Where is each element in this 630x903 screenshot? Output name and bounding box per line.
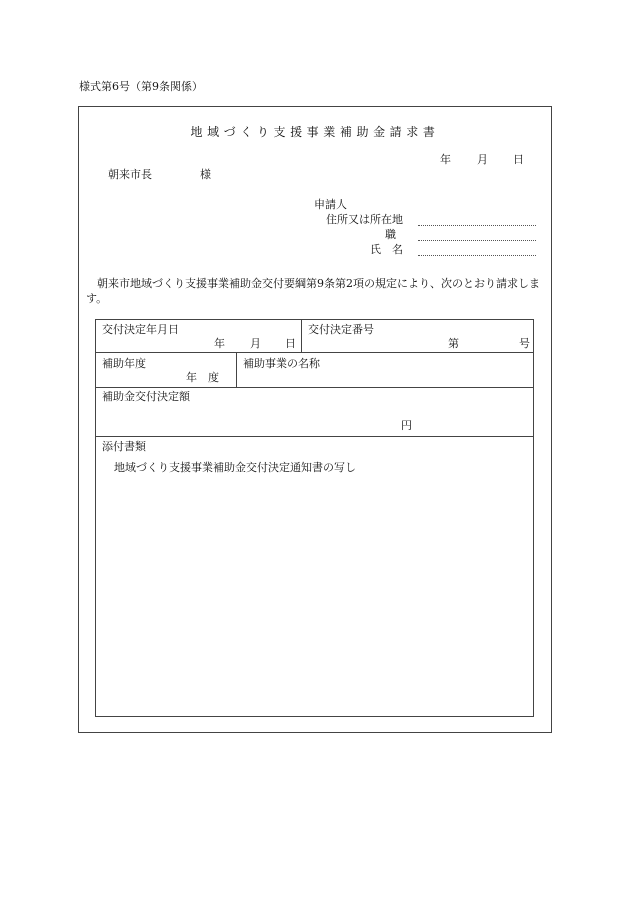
decision-number-label: 交付決定番号 xyxy=(308,323,374,336)
decision-number-prefix[interactable]: 第 xyxy=(448,337,459,350)
date-month: 月 xyxy=(477,153,488,166)
row-divider-3 xyxy=(96,436,533,437)
col-divider-row2 xyxy=(236,352,237,387)
form-number: 様式第6号（第9条関係） xyxy=(79,80,203,93)
amount-label: 補助金交付決定額 xyxy=(102,390,190,403)
address-dotted-line[interactable] xyxy=(418,225,536,226)
request-statement-text: 朝来市地域づくり支援事業補助金交付要綱第9条第2項の規定により、次のとおり請求します。 xyxy=(86,277,540,305)
project-name-label: 補助事業の名称 xyxy=(243,357,320,370)
request-statement xyxy=(86,276,552,306)
attachments-label: 添付書類 xyxy=(102,440,146,453)
addressee-honorific: 様 xyxy=(200,168,211,181)
amount-unit[interactable]: 円 xyxy=(401,419,412,432)
row-divider-2 xyxy=(96,387,533,388)
date-year: 年 xyxy=(440,153,451,166)
position-dotted-line[interactable] xyxy=(418,240,536,241)
applicant-position-label: 職 xyxy=(385,228,396,241)
addressee-name: 朝来市長 xyxy=(108,168,152,181)
col-divider-row1 xyxy=(301,320,302,352)
decision-number-suffix[interactable]: 号 xyxy=(519,337,530,350)
applicant-name-label: 氏 名 xyxy=(370,243,403,256)
decision-date-label: 交付決定年月日 xyxy=(102,323,179,336)
date-day: 日 xyxy=(513,153,524,166)
request-table xyxy=(95,319,534,717)
applicant-heading: 申請人 xyxy=(314,198,347,211)
decision-date-year[interactable]: 年 xyxy=(214,337,225,350)
document-title: 地域づくり支援事業補助金請求書 xyxy=(190,125,440,139)
decision-date-month[interactable]: 月 xyxy=(250,337,261,350)
row-divider-1 xyxy=(96,352,533,353)
fiscal-year-label: 補助年度 xyxy=(102,357,146,370)
fiscal-year-unit[interactable]: 年 度 xyxy=(186,371,219,384)
attachment-item: 地域づくり支援事業補助金交付決定通知書の写し xyxy=(114,461,356,474)
applicant-address-label: 住所又は所在地 xyxy=(326,213,403,226)
name-dotted-line[interactable] xyxy=(418,255,536,256)
decision-date-day[interactable]: 日 xyxy=(285,337,296,350)
